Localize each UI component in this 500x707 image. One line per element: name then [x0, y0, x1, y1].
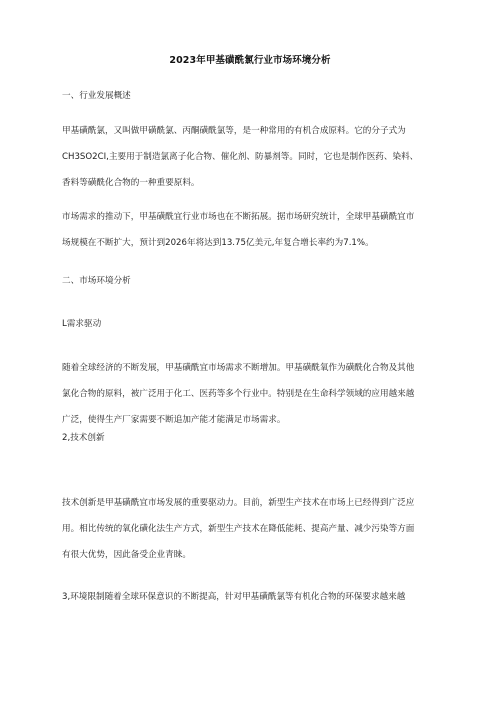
- paragraph-demand: [62, 355, 442, 433]
- text-line: 氯化合物的原料，被广泛用于化工、医药等多个行业中。特别是在生命科学领域的应用越来越: [62, 389, 415, 399]
- section-heading-overview: [62, 83, 442, 109]
- text-line: 用。相比传统的氧化磺化法生产方式，新型生产技术在降低能耗、提高产量、减少污染等方面: [62, 524, 415, 534]
- subheading-demand-driven: [62, 311, 442, 337]
- text-line: 一、行业发展概述: [62, 91, 131, 101]
- text-line: 2,技术创新: [62, 433, 105, 443]
- text-line: L需求驱动: [62, 319, 102, 329]
- paragraph-definition: [62, 118, 442, 196]
- text-line: 3,环境限制随着全球环保意识的不断提高，针对甲基磺酰氯等有机化合物的环保要求越来越: [62, 592, 406, 602]
- text-line: 甲基磺酰氯，又叫做甲磺酰氯、丙酮磺酰氯等，是一种常用的有机合成原料。它的分子式为: [62, 126, 406, 136]
- paragraph-market-size: [62, 204, 442, 256]
- text-line: CH3SO2CI,主要用于制造氯离子化合物、催化剂、防暴剂等。同时，它也是制作医药、染料、: [62, 152, 419, 162]
- text-line: 场规模在不断扩大，预计到2026年将达到13.75亿美元,年复合增长率约为7.1%。: [62, 238, 374, 248]
- paragraph-environmental-limits: [62, 584, 442, 610]
- text-line: 二、市场环境分析: [62, 276, 131, 286]
- paragraph-innovation: [62, 490, 442, 568]
- text-line: 香料等磺酰化合物的一种重要原料。: [62, 178, 200, 188]
- section-heading-market-environment: [62, 268, 442, 294]
- text-line: 有很大优势，因此备受企业青睐。: [62, 550, 191, 560]
- text-line: 随着全球经济的不断发展，甲基磺酰宜市场需求不断增加。甲基磺酰氧作为磺酰化合物及其他: [62, 363, 415, 373]
- text-line: 技术创新是甲基磺酰宜市场发展的重要驱动力。目前，新型生产技术在市场上已经得到广泛应: [62, 498, 415, 508]
- text-line: 市场需求的推动下，甲基磺酰宜行业市场也在不断拓展。据市场研究统计，全球甲基磺酰宜市: [62, 212, 415, 222]
- subheading-technical-innovation: [62, 425, 442, 451]
- document-title: 2023年甲基磺酰氯行业市场环境分析: [169, 55, 331, 66]
- text-line: 广泛，使得生产厂家需要不断追加产能才能满足市场需求。: [62, 415, 286, 425]
